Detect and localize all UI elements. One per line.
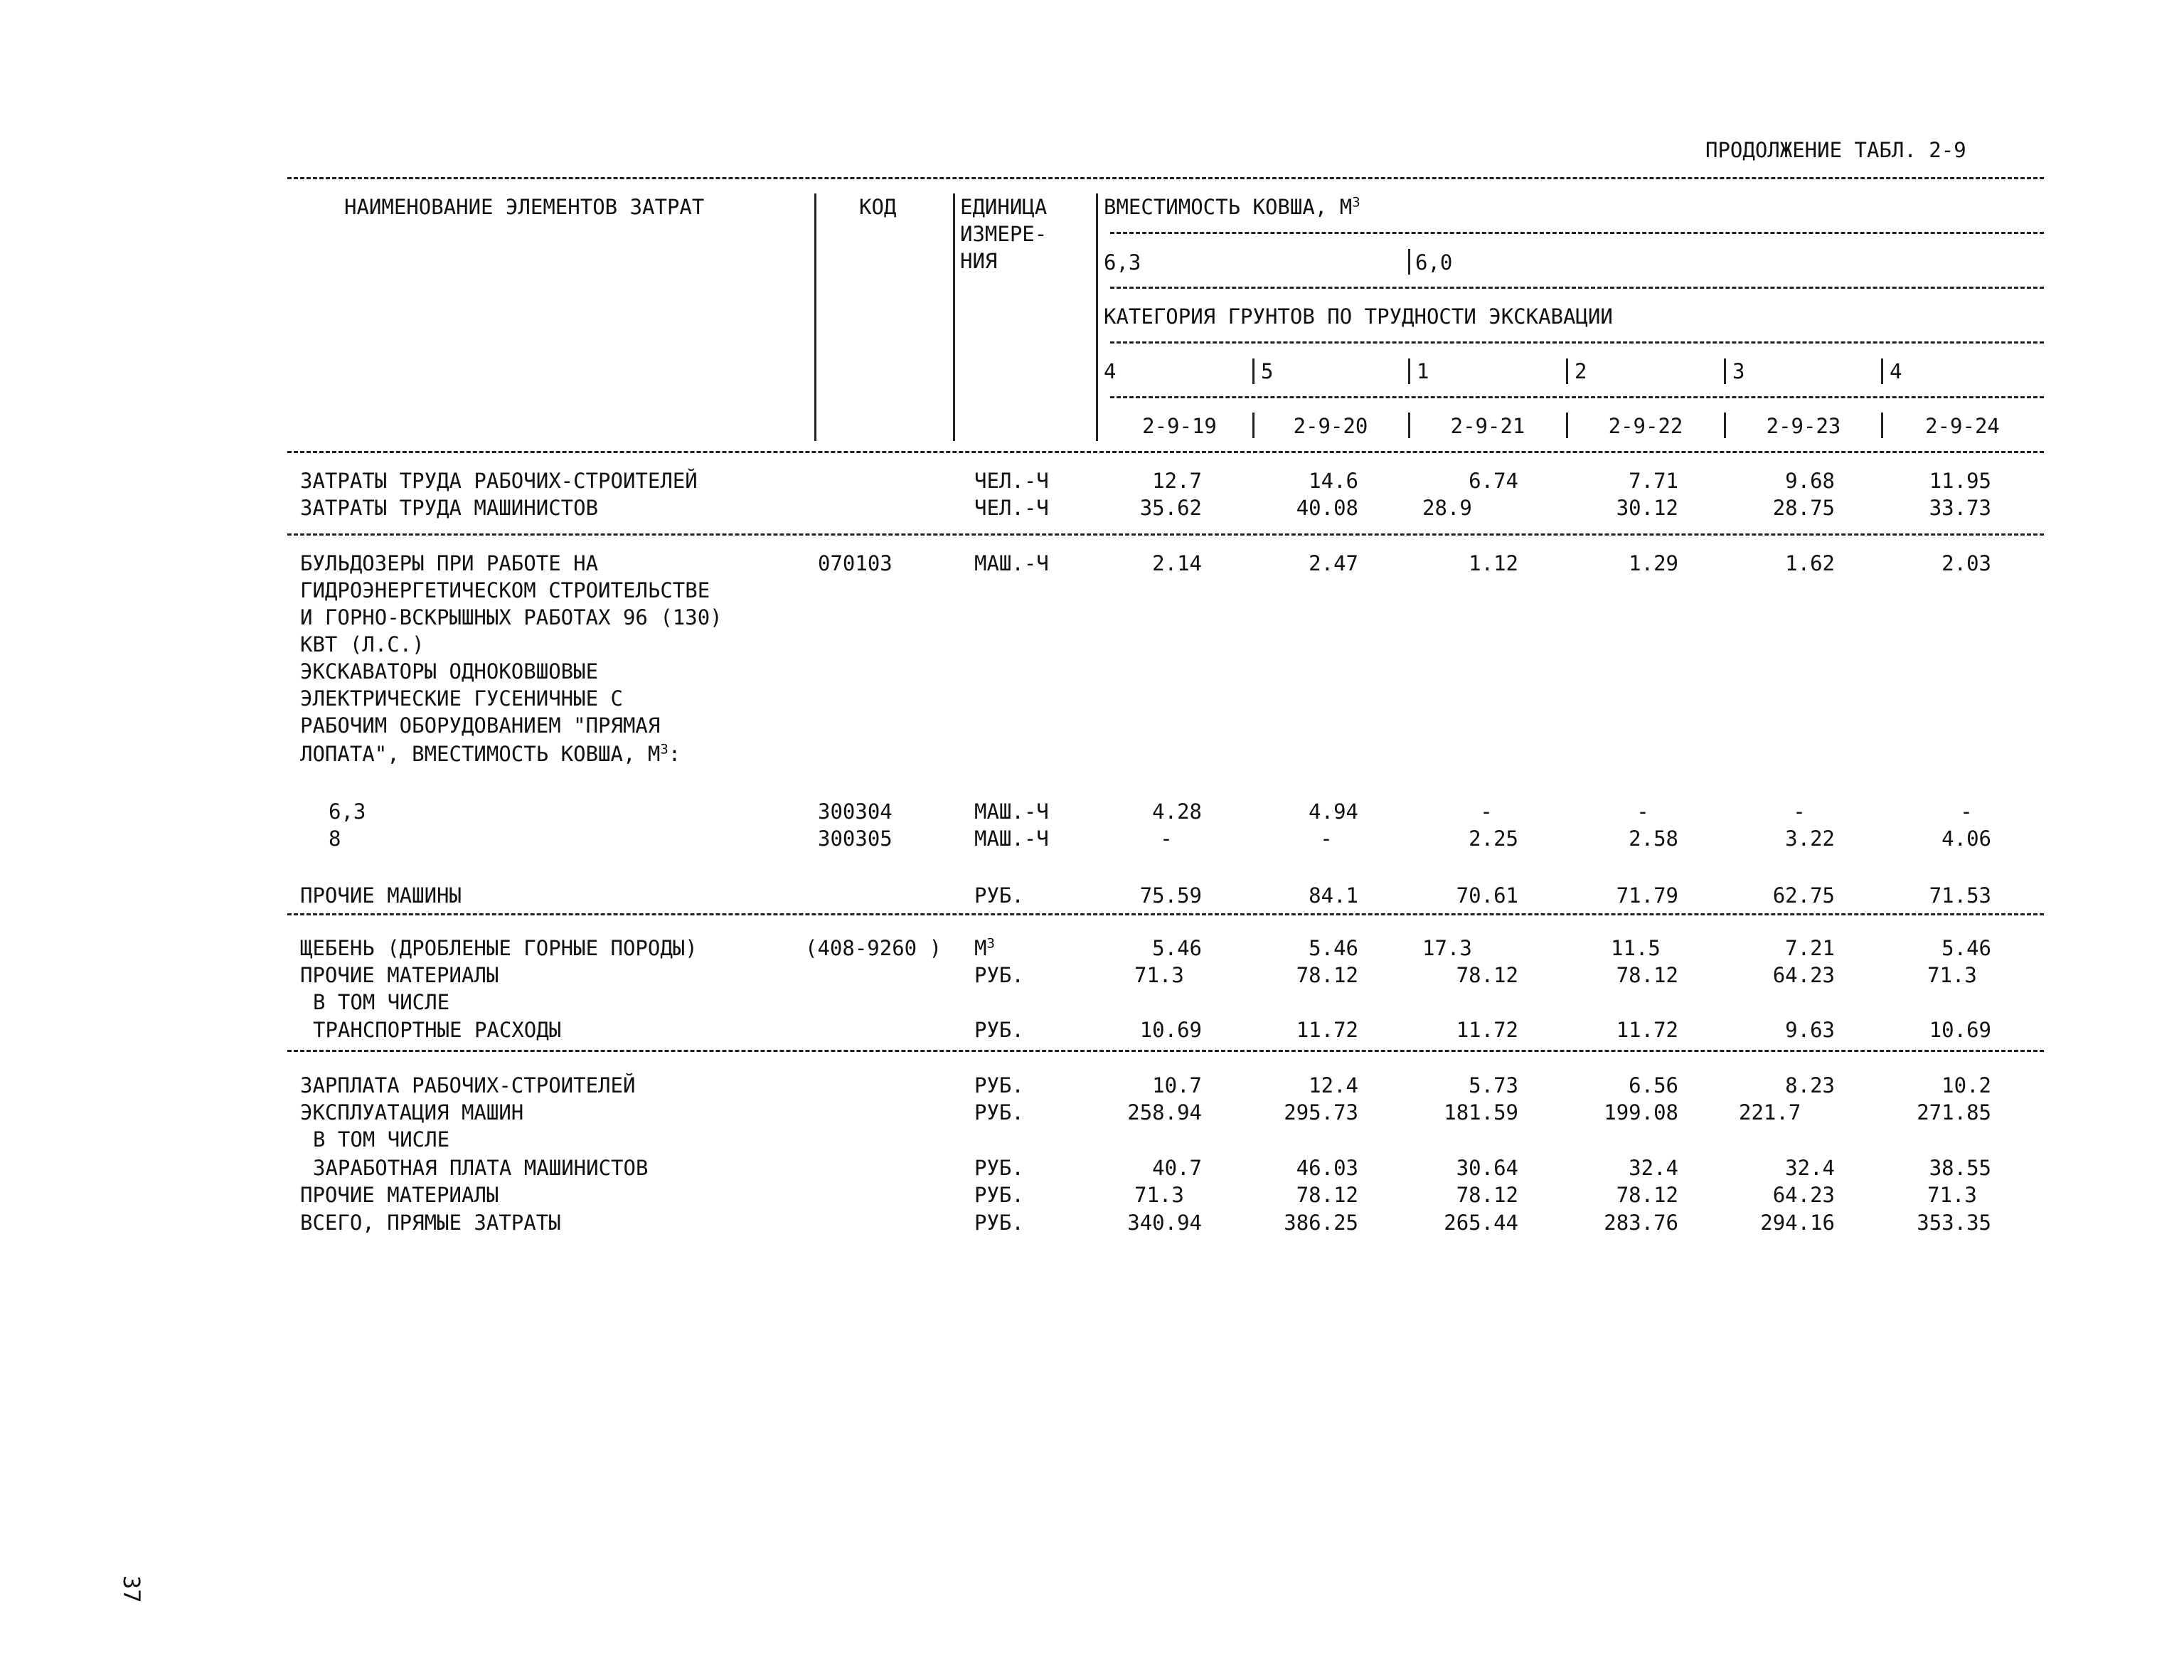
header-cat-2: 5 [1261, 359, 1274, 383]
header-sep-code-2 [1408, 413, 1410, 438]
row-value: 71.3 [1927, 963, 1977, 987]
row-name-line: ГИДРОЭНЕРГЕТИЧЕСКОМ СТРОИТЕЛЬСТВЕ [300, 578, 710, 602]
row-value: 28.9 [1422, 496, 1472, 520]
header-sep-cat-4 [1724, 358, 1726, 384]
header-sep-cap [1408, 249, 1410, 275]
row-value: 271.85 [1917, 1100, 1991, 1125]
row-value: 10.7 [1152, 1073, 1202, 1097]
row-name: ЗАТРАТЫ ТРУДА РАБОЧИХ-СТРОИТЕЛЕЙ [300, 469, 698, 493]
row-value: 40.7 [1152, 1156, 1202, 1180]
row-unit: МАШ.-Ч [974, 799, 1049, 824]
row-name-text: ЛОПАТА", ВМЕСТИМОСТЬ КОВША, М [300, 742, 661, 766]
row-name: ЗАРПЛАТА РАБОЧИХ-СТРОИТЕЛЕЙ [300, 1073, 636, 1097]
row-value: 12.4 [1309, 1073, 1358, 1097]
rule-top [287, 177, 2044, 179]
row-value: 9.63 [1785, 1018, 1835, 1042]
row-value: 258.94 [1127, 1100, 1202, 1125]
rule-cap-values [1110, 287, 2044, 289]
row-value: 32.4 [1785, 1156, 1835, 1180]
row-value: 199.08 [1604, 1100, 1678, 1125]
row-value: 75.59 [1139, 883, 1202, 908]
header-sep-cat-2 [1408, 358, 1410, 384]
header-capacity-text: ВМЕСТИМОСТЬ КОВША, М [1104, 195, 1353, 219]
row-name: ПРОЧИЕ МАТЕРИАЛЫ [300, 963, 499, 987]
row-value: 8.23 [1785, 1073, 1835, 1097]
row-name: ЗАРАБОТНАЯ ПЛАТА МАШИНИСТОВ [313, 1156, 649, 1180]
row-code: 300304 [818, 799, 893, 824]
row-unit: РУБ. [974, 1073, 1024, 1097]
row-value: 10.2 [1941, 1073, 1991, 1097]
row-value: 10.69 [1929, 1018, 1991, 1042]
row-unit: РУБ. [974, 1018, 1024, 1042]
header-cat-3: 1 [1417, 359, 1429, 383]
row-value: - [1480, 799, 1493, 824]
row-value: 11.72 [1296, 1018, 1358, 1042]
header-cap-a: 6,3 [1104, 250, 1141, 275]
row-name: В ТОМ ЧИСЛЕ [313, 990, 450, 1014]
row-unit: РУБ. [974, 883, 1024, 908]
row-unit: РУБ. [974, 1183, 1024, 1207]
row-value: 78.12 [1296, 1183, 1358, 1207]
page-number: 37 [118, 1575, 145, 1603]
row-value: 1.12 [1469, 551, 1518, 575]
row-name-tail: : [668, 742, 681, 766]
row-value: - [1160, 826, 1173, 851]
header-code-2: 2-9-20 [1293, 414, 1368, 438]
row-value: - [1793, 799, 1806, 824]
row-name: ВСЕГО, ПРЯМЫЕ ЗАТРАТЫ [300, 1211, 561, 1235]
row-value: 64.23 [1772, 963, 1835, 987]
row-value: 12.7 [1152, 469, 1202, 493]
row-name: ЩЕБЕНЬ (ДРОБЛЕНЫЕ ГОРНЫЕ ПОРОДЫ) [300, 936, 698, 960]
row-value: 7.21 [1785, 936, 1835, 960]
header-name: НАИМЕНОВАНИЕ ЭЛЕМЕНТОВ ЗАТРАТ [344, 195, 705, 219]
rule-group-3 [287, 1050, 2044, 1052]
row-value: 294.16 [1760, 1211, 1835, 1235]
row-value: 4.94 [1309, 799, 1358, 824]
row-name: ЭКСПЛУАТАЦИЯ МАШИН [300, 1100, 524, 1125]
row-value: 265.44 [1444, 1211, 1518, 1235]
header-cat-4: 2 [1575, 359, 1587, 383]
row-value: 33.73 [1929, 496, 1991, 520]
row-code: 070103 [818, 551, 893, 575]
row-name-line: РАБОЧИМ ОБОРУДОВАНИЕМ "ПРЯМАЯ [300, 713, 661, 738]
row-name: 8 [329, 826, 341, 851]
row-value: 2.58 [1629, 826, 1678, 851]
header-sep-cat-1 [1252, 358, 1255, 384]
row-value: - [1960, 799, 1973, 824]
row-value: 17.3 [1422, 936, 1472, 960]
row-value: 11.5 [1611, 936, 1661, 960]
row-value: 11.72 [1616, 1018, 1678, 1042]
row-name-sup: 3 [660, 741, 668, 757]
row-value: 3.22 [1785, 826, 1835, 851]
header-capacity-sup: 3 [1352, 194, 1360, 211]
row-unit-text: М [974, 936, 987, 960]
row-value: - [1320, 826, 1333, 851]
row-value: 71.53 [1929, 883, 1991, 908]
row-value: 11.72 [1456, 1018, 1518, 1042]
header-sep-name-code [814, 193, 816, 441]
row-value: 295.73 [1284, 1100, 1358, 1125]
header-capacity [1104, 193, 1360, 220]
header-code: КОД [859, 195, 897, 219]
header-code-3: 2-9-21 [1450, 414, 1525, 438]
row-unit [974, 935, 995, 962]
row-name-line: И ГОРНО-ВСКРЫШНЫХ РАБОТАХ 96 (130) [300, 605, 723, 629]
header-code-4: 2-9-22 [1608, 414, 1683, 438]
row-code: (408-9260 ) [805, 936, 942, 960]
rule-group-1 [287, 533, 2044, 536]
row-value: 28.75 [1772, 496, 1835, 520]
row-unit: ЧЕЛ.-Ч [974, 496, 1049, 520]
header-cap-b: 6,0 [1415, 250, 1453, 275]
header-sep-code-3 [1566, 413, 1568, 438]
row-value: 283.76 [1604, 1211, 1678, 1235]
header-cat-6: 4 [1890, 359, 1902, 383]
row-name: В ТОМ ЧИСЛЕ [313, 1127, 450, 1152]
row-value: 9.68 [1785, 469, 1835, 493]
row-unit: РУБ. [974, 1211, 1024, 1235]
row-value: 7.71 [1629, 469, 1678, 493]
row-value: 10.69 [1139, 1018, 1202, 1042]
row-unit-sup: 3 [986, 935, 995, 952]
row-value: 340.94 [1127, 1211, 1202, 1235]
row-value: 71.3 [1134, 963, 1184, 987]
row-value: 2.14 [1152, 551, 1202, 575]
row-value: - [1636, 799, 1649, 824]
row-name-line: КВТ (Л.С.) [300, 632, 425, 656]
row-code: 300305 [818, 826, 893, 851]
row-value: 6.74 [1469, 469, 1518, 493]
row-value: 62.75 [1772, 883, 1835, 908]
row-unit: РУБ. [974, 1156, 1024, 1180]
row-value: 71.3 [1134, 1183, 1184, 1207]
row-value: 14.6 [1309, 469, 1358, 493]
table-caption: ПРОДОЛЖЕНИЕ ТАБЛ. 2-9 [1705, 138, 1966, 162]
row-name-line: ЭКСКАВАТОРЫ ОДНОКОВШОВЫЕ [300, 659, 599, 684]
row-unit: МАШ.-Ч [974, 551, 1049, 575]
row-value: 32.4 [1629, 1156, 1678, 1180]
row-value: 84.1 [1309, 883, 1358, 908]
header-sep-unit-values [1096, 193, 1098, 441]
row-name: 6,3 [329, 799, 366, 824]
row-name: ЗАТРАТЫ ТРУДА МАШИНИСТОВ [300, 496, 599, 520]
header-sep-cat-3 [1566, 358, 1568, 384]
header-sep-code-4 [1724, 413, 1726, 438]
row-value: 5.46 [1309, 936, 1358, 960]
row-value: 78.12 [1616, 963, 1678, 987]
row-value: 30.12 [1616, 496, 1678, 520]
header-code-1: 2-9-19 [1142, 414, 1217, 438]
row-name-line [300, 740, 681, 767]
row-unit: ЧЕЛ.-Ч [974, 469, 1049, 493]
row-value: 5.46 [1152, 936, 1202, 960]
row-value: 78.12 [1296, 963, 1358, 987]
row-value: 4.28 [1152, 799, 1202, 824]
row-value: 221.7 [1739, 1100, 1801, 1125]
header-cat-5: 3 [1732, 359, 1745, 383]
row-name: ПРОЧИЕ МАШИНЫ [300, 883, 462, 908]
header-unit-3: НИЯ [960, 249, 998, 273]
rule-category [1110, 341, 2044, 344]
header-code-5: 2-9-23 [1766, 414, 1841, 438]
row-value: 71.3 [1927, 1183, 1977, 1207]
row-value: 78.12 [1616, 1183, 1678, 1207]
row-value: 5.46 [1941, 936, 1991, 960]
row-value: 2.03 [1941, 551, 1991, 575]
row-name: ПРОЧИЕ МАТЕРИАЛЫ [300, 1183, 499, 1207]
rule-group-2 [287, 913, 2044, 915]
row-value: 4.06 [1941, 826, 1991, 851]
row-unit: РУБ. [974, 1100, 1024, 1125]
rule-cat-values [1110, 396, 2044, 398]
row-value: 70.61 [1456, 883, 1518, 908]
rule-header-bottom [287, 451, 2044, 453]
row-value: 38.55 [1929, 1156, 1991, 1180]
header-sep-code-unit [953, 193, 955, 441]
rule-capacity [1110, 232, 2044, 234]
row-value: 353.35 [1917, 1211, 1991, 1235]
header-category: КАТЕГОРИЯ ГРУНТОВ ПО ТРУДНОСТИ ЭКСКАВАЦИИ [1104, 304, 1613, 329]
row-value: 30.64 [1456, 1156, 1518, 1180]
row-name: ТРАНСПОРТНЫЕ РАСХОДЫ [313, 1018, 562, 1042]
row-value: 1.29 [1629, 551, 1678, 575]
row-value: 40.08 [1296, 496, 1358, 520]
row-value: 46.03 [1296, 1156, 1358, 1180]
row-value: 78.12 [1456, 963, 1518, 987]
header-sep-code-1 [1252, 413, 1255, 438]
row-value: 6.56 [1629, 1073, 1678, 1097]
row-value: 78.12 [1456, 1183, 1518, 1207]
row-value: 71.79 [1616, 883, 1678, 908]
row-value: 2.47 [1309, 551, 1358, 575]
header-cat-1: 4 [1104, 359, 1117, 383]
row-value: 386.25 [1284, 1211, 1358, 1235]
row-name-line: ЭЛЕКТРИЧЕСКИЕ ГУСЕНИЧНЫЕ С [300, 686, 623, 711]
row-value: 1.62 [1785, 551, 1835, 575]
header-unit-1: ЕДИНИЦА [960, 195, 1048, 219]
row-unit: РУБ. [974, 963, 1024, 987]
header-unit-2: ИЗМЕРЕ- [960, 222, 1048, 246]
row-value: 64.23 [1772, 1183, 1835, 1207]
header-code-6: 2-9-24 [1925, 414, 2000, 438]
row-value: 35.62 [1139, 496, 1202, 520]
row-name-line: БУЛЬДОЗЕРЫ ПРИ РАБОТЕ НА [300, 551, 599, 575]
header-sep-cat-5 [1881, 358, 1883, 384]
row-value: 11.95 [1929, 469, 1991, 493]
row-value: 2.25 [1469, 826, 1518, 851]
row-value: 181.59 [1444, 1100, 1518, 1125]
header-sep-code-5 [1881, 413, 1883, 438]
row-unit: МАШ.-Ч [974, 826, 1049, 851]
row-value: 5.73 [1469, 1073, 1518, 1097]
